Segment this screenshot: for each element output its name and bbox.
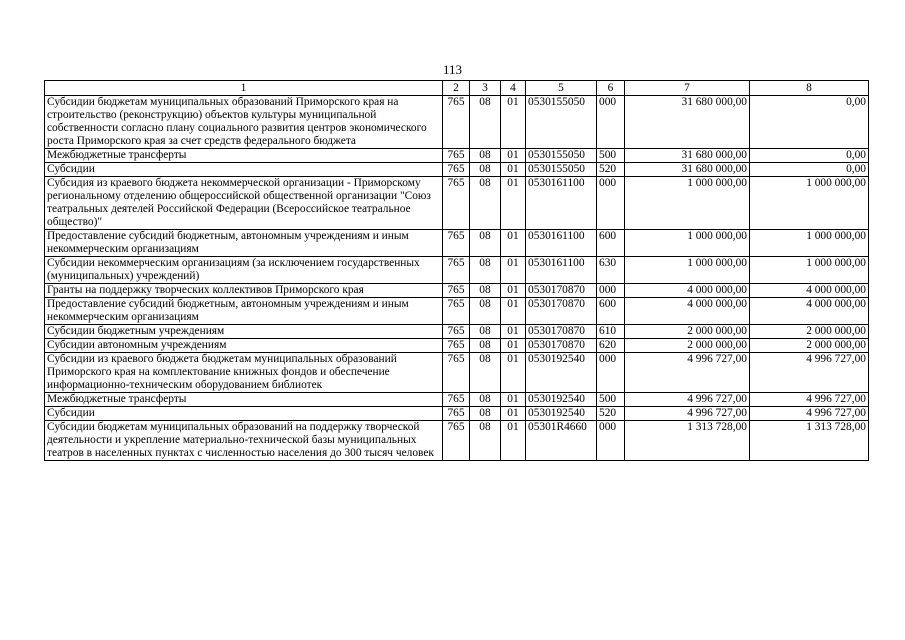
table-row [45,163,869,177]
expense-type-code: 600 [597,230,625,257]
item-name: Гранты на поддержку творческих коллективов Приморского края [45,284,443,298]
table-row [45,421,869,461]
section-code: 08 [470,353,501,393]
amount-col-7: 2 000 000,00 [625,339,750,353]
amount-col-8: 4 996 727,00 [750,407,869,421]
section-code: 08 [470,325,501,339]
expense-type-code: 520 [597,163,625,177]
amount-col-7: 4 996 727,00 [625,353,750,393]
table-row [45,325,869,339]
target-article-code: 0530192540 [526,353,597,393]
column-number-row [45,81,869,96]
item-name: Межбюджетные трансферты [45,149,443,163]
section-code: 08 [470,257,501,284]
item-name: Предоставление субсидий бюджетным, автономным учреждениям и иным некоммерческим организациям [45,298,443,325]
admin-code: 765 [443,257,470,284]
table-header [45,81,869,96]
item-name: Субсидии автономным учреждениям [45,339,443,353]
expense-type-code: 000 [597,353,625,393]
table-row [45,284,869,298]
amount-col-7: 4 000 000,00 [625,298,750,325]
expense-type-code: 000 [597,284,625,298]
subsection-code: 01 [501,177,526,230]
amount-col-8: 1 313 728,00 [750,421,869,461]
expense-type-code: 610 [597,325,625,339]
expense-type-code: 500 [597,393,625,407]
page-number: 113 [442,62,463,77]
column-header-4: 4 [501,81,526,96]
table-row [45,149,869,163]
admin-code: 765 [443,353,470,393]
amount-col-7: 1 000 000,00 [625,177,750,230]
section-code: 08 [470,177,501,230]
section-code: 08 [470,230,501,257]
amount-col-8: 0,00 [750,149,869,163]
column-header-6: 6 [597,81,625,96]
column-header-3: 3 [470,81,501,96]
admin-code: 765 [443,96,470,149]
item-name: Межбюджетные трансферты [45,393,443,407]
item-name: Субсидии бюджетам муниципальных образований Приморского края на строительство (реконструкцию) объектов культуры муниципальной собственности согласно плану социального развития центров экономического роста Приморского края за счет средств федерального бюджета [45,96,443,149]
admin-code: 765 [443,177,470,230]
section-code: 08 [470,421,501,461]
admin-code: 765 [443,393,470,407]
item-name: Субсидии [45,163,443,177]
target-article-code: 0530192540 [526,407,597,421]
amount-col-7: 31 680 000,00 [625,96,750,149]
target-article-code: 0530161100 [526,257,597,284]
amount-col-8: 4 000 000,00 [750,284,869,298]
table-row [45,393,869,407]
section-code: 08 [470,407,501,421]
admin-code: 765 [443,284,470,298]
target-article-code: 05301R4660 [526,421,597,461]
table-row [45,407,869,421]
section-code: 08 [470,284,501,298]
subsection-code: 01 [501,421,526,461]
admin-code: 765 [443,149,470,163]
amount-col-7: 1 000 000,00 [625,257,750,284]
amount-col-8: 4 996 727,00 [750,353,869,393]
expense-type-code: 000 [597,421,625,461]
target-article-code: 0530170870 [526,284,597,298]
amount-col-8: 4 996 727,00 [750,393,869,407]
table-row [45,96,869,149]
item-name: Субсидии бюджетным учреждениям [45,325,443,339]
expense-type-code: 000 [597,177,625,230]
subsection-code: 01 [501,407,526,421]
amount-col-8: 2 000 000,00 [750,339,869,353]
expense-type-code: 520 [597,407,625,421]
table-row [45,353,869,393]
column-header-2: 2 [443,81,470,96]
admin-code: 765 [443,421,470,461]
item-name: Субсидии из краевого бюджета бюджетам муниципальных образований Приморского края на комплектование книжных фондов и обеспечение информационно-техническим оборудованием библиотек [45,353,443,393]
target-article-code: 0530170870 [526,339,597,353]
subsection-code: 01 [501,257,526,284]
amount-col-7: 1 313 728,00 [625,421,750,461]
subsection-code: 01 [501,149,526,163]
section-code: 08 [470,149,501,163]
section-code: 08 [470,163,501,177]
table-row [45,177,869,230]
target-article-code: 0530161100 [526,230,597,257]
section-code: 08 [470,339,501,353]
amount-col-8: 4 000 000,00 [750,298,869,325]
amount-col-8: 0,00 [750,96,869,149]
admin-code: 765 [443,163,470,177]
item-name: Субсидии [45,407,443,421]
table-row [45,257,869,284]
subsection-code: 01 [501,163,526,177]
section-code: 08 [470,393,501,407]
item-name: Субсидия из краевого бюджета некоммерческой организации - Приморскому региональному отделению общероссийской общественной организации "Союз театральных деятелей Российской Федерации (Всероссийское театральное общество)" [45,177,443,230]
target-article-code: 0530170870 [526,325,597,339]
section-code: 08 [470,298,501,325]
amount-col-7: 2 000 000,00 [625,325,750,339]
admin-code: 765 [443,325,470,339]
target-article-code: 0530170870 [526,298,597,325]
subsection-code: 01 [501,325,526,339]
item-name: Предоставление субсидий бюджетным, автономным учреждениям и иным некоммерческим организациям [45,230,443,257]
target-article-code: 0530161100 [526,177,597,230]
column-header-5: 5 [526,81,597,96]
admin-code: 765 [443,230,470,257]
admin-code: 765 [443,407,470,421]
item-name: Субсидии бюджетам муниципальных образований на поддержку творческой деятельности и укрепление материально-технической базы муниципальных театров в населенных пунктах с численностью населения до 300 тысяч человек [45,421,443,461]
amount-col-8: 1 000 000,00 [750,257,869,284]
expense-type-code: 620 [597,339,625,353]
subsection-code: 01 [501,393,526,407]
amount-col-7: 4 000 000,00 [625,284,750,298]
amount-col-8: 0,00 [750,163,869,177]
table-row [45,339,869,353]
expense-type-code: 000 [597,96,625,149]
table-row [45,230,869,257]
item-name: Субсидии некоммерческим организациям (за исключением государственных (муниципальных) учреждений) [45,257,443,284]
expense-type-code: 600 [597,298,625,325]
target-article-code: 0530155050 [526,149,597,163]
budget-table [44,80,869,461]
amount-col-7: 1 000 000,00 [625,230,750,257]
subsection-code: 01 [501,353,526,393]
amount-col-7: 31 680 000,00 [625,149,750,163]
subsection-code: 01 [501,339,526,353]
table-row [45,298,869,325]
subsection-code: 01 [501,298,526,325]
column-header-7: 7 [625,81,750,96]
amount-col-7: 4 996 727,00 [625,393,750,407]
column-header-8: 8 [750,81,869,96]
amount-col-8: 1 000 000,00 [750,177,869,230]
expense-type-code: 630 [597,257,625,284]
target-article-code: 0530155050 [526,163,597,177]
admin-code: 765 [443,339,470,353]
table-body [45,96,869,461]
target-article-code: 0530192540 [526,393,597,407]
target-article-code: 0530155050 [526,96,597,149]
subsection-code: 01 [501,96,526,149]
expense-type-code: 500 [597,149,625,163]
section-code: 08 [470,96,501,149]
admin-code: 765 [443,298,470,325]
amount-col-8: 2 000 000,00 [750,325,869,339]
amount-col-8: 1 000 000,00 [750,230,869,257]
subsection-code: 01 [501,230,526,257]
column-header-1: 1 [45,81,443,96]
amount-col-7: 31 680 000,00 [625,163,750,177]
subsection-code: 01 [501,284,526,298]
amount-col-7: 4 996 727,00 [625,407,750,421]
